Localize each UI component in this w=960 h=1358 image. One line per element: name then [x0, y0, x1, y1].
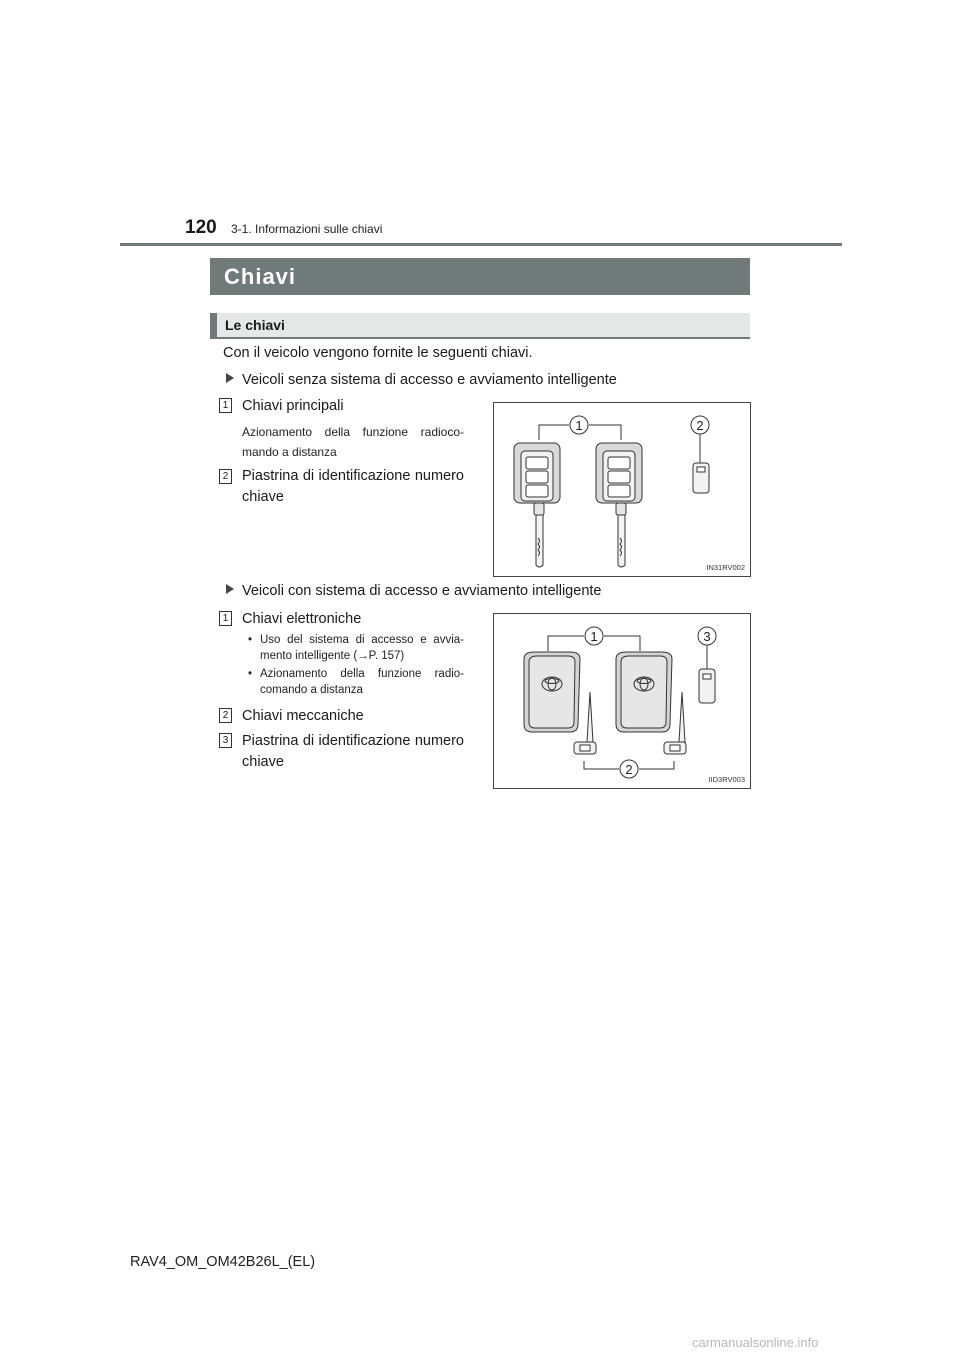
electronic-key-icon: [616, 652, 672, 732]
item-number: 3: [219, 733, 232, 748]
callout-number: 2: [696, 418, 704, 433]
item-label-line: Piastrina di identificazione numero: [242, 468, 464, 484]
subsection-title: Le chiavi: [225, 317, 285, 333]
item-label: [242, 466, 464, 508]
description-line: Azionamento della funzione radioco-: [242, 425, 464, 439]
callout-number: 1: [590, 629, 598, 644]
item-label: Chiavi meccaniche: [242, 708, 364, 724]
subsection-bar: [210, 313, 750, 339]
bullet-dot: •: [248, 634, 253, 646]
main-key-icon: [596, 443, 642, 567]
figure-keys-standard: [493, 402, 751, 577]
callout-leader: [589, 425, 621, 440]
item-number: 2: [219, 469, 232, 484]
figure-keys-smart: [493, 613, 751, 789]
callout-number: 2: [625, 762, 633, 777]
footer-document-code: RAV4_OM_OM42B26L_(EL): [130, 1254, 316, 1270]
section-title-bar: [210, 258, 750, 295]
callout-leader: [548, 636, 584, 651]
bullet-item: [248, 666, 464, 698]
header-rule: [120, 243, 842, 246]
callout-leader: [639, 761, 674, 769]
key-number-plate-icon: [693, 463, 709, 493]
bullet-line: comando a distanza: [260, 684, 363, 696]
item-number: 2: [219, 708, 232, 723]
figure-code: IN31RV002: [706, 563, 745, 572]
bullet-line: Uso del sistema di accesso e avvia-: [260, 634, 464, 646]
section-title: Chiavi: [224, 264, 297, 289]
electronic-key-icon: [524, 652, 580, 732]
bullet-dot: •: [248, 668, 253, 680]
callout-leader: [539, 425, 569, 440]
bullet-line: Azionamento della funzione radio-: [260, 668, 464, 680]
variant-heading-text: Veicoli senza sistema di accesso e avviamento intelligente: [242, 372, 617, 388]
callout-number: 1: [575, 418, 583, 433]
bullet-line: mento intelligente (→P. 157): [260, 650, 405, 662]
item-number: 1: [219, 611, 232, 626]
item-label-line: chiave: [242, 754, 284, 770]
callout-number: 3: [703, 629, 711, 644]
subsection-marker: [210, 313, 217, 337]
watermark: carmanualsonline.info: [692, 1335, 819, 1350]
variant-heading-1: [226, 372, 617, 388]
item-label-line: Piastrina di identificazione numero: [242, 733, 464, 749]
callout-leader: [604, 636, 640, 651]
item-label: [242, 731, 464, 773]
triangle-bullet-icon: [226, 584, 234, 594]
callout-leader: [584, 761, 619, 769]
figure-code: IID3RV003: [708, 775, 745, 784]
item-label-line: chiave: [242, 489, 284, 505]
smart-keys-illustration: [494, 614, 750, 788]
keys-illustration: [494, 403, 750, 576]
main-key-icon: [514, 443, 560, 567]
item-label: Chiavi elettroniche: [242, 611, 362, 627]
description-line: mando a distanza: [242, 445, 337, 459]
intro-text: Con il veicolo vengono fornite le seguenti chiavi.: [223, 345, 533, 361]
triangle-bullet-icon: [226, 373, 234, 383]
item-description: [242, 422, 464, 462]
page-number: 120: [185, 217, 217, 238]
item-number: 1: [219, 398, 232, 413]
section-reference: 3-1. Informazioni sulle chiavi: [231, 222, 383, 236]
variant-heading-2: [226, 583, 601, 599]
variant-heading-text: Veicoli con sistema di accesso e avviamento intelligente: [242, 583, 602, 599]
item-label: Chiavi principali: [242, 398, 344, 414]
key-number-plate-icon: [699, 669, 715, 703]
bullet-item: [248, 632, 464, 664]
